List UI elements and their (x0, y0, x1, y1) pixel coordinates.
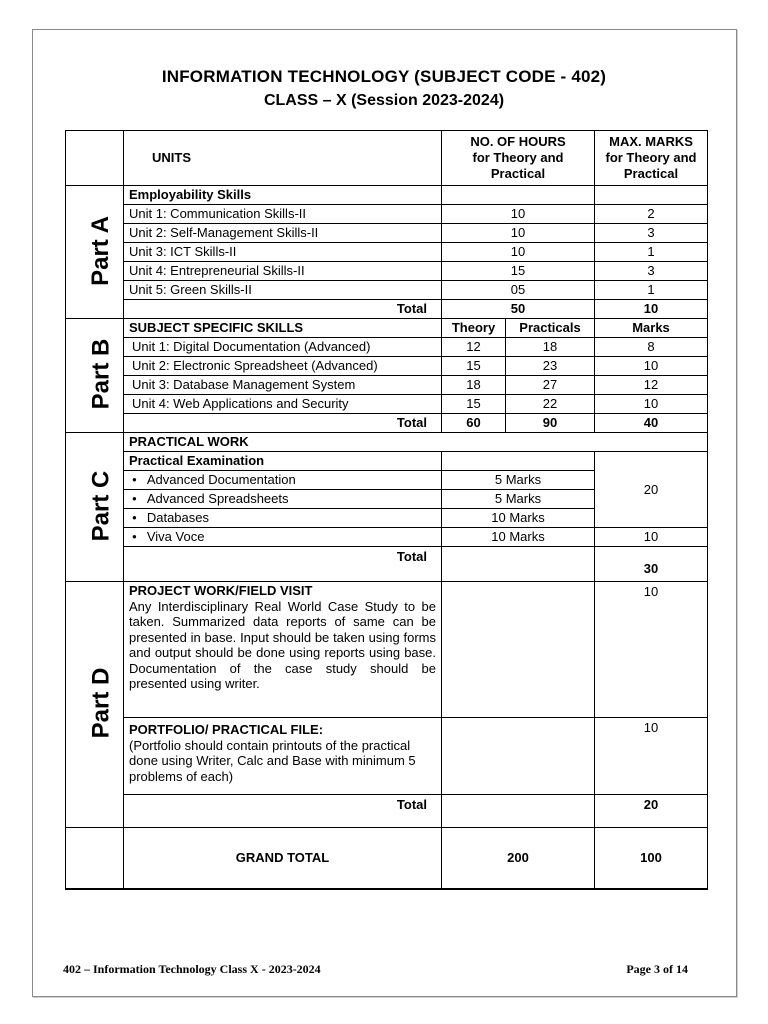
list-item: ● Advanced Documentation 5 Marks (66, 471, 708, 490)
header-hours: NO. OF HOURS for Theory and Practical (442, 131, 595, 186)
table-row: Unit 5: Green Skills-II 05 1 (66, 281, 708, 300)
portfolio-marks: 10 (595, 718, 708, 795)
list-item: ● Databases 10 Marks (66, 509, 708, 528)
part-a-label: Part A (66, 186, 124, 319)
project-heading: PROJECT WORK/FIELD VISIT (129, 583, 313, 598)
part-c-subheading: Practical Examination (124, 452, 442, 471)
part-c-subheading-row (66, 452, 708, 471)
footer-page-number: Page 3 of 14 (626, 962, 688, 976)
project-marks: 10 (595, 582, 708, 718)
part-b-total-row: Total 60 90 40 (66, 414, 708, 433)
part-a-heading-row (66, 186, 708, 205)
part-d-label: Part D (66, 582, 124, 828)
grand-total-label: GRAND TOTAL (124, 828, 442, 890)
part-a-total-row: Total 50 10 (66, 300, 708, 319)
part-b-heading-row: Part B SUBJECT SPECIFIC SKILLS Theory Practicals Marks (66, 319, 708, 338)
project-text: Any Interdisciplinary Real World Case Study to be taken. Summarized data reports of same can be presented in base. Input should be taken using forms and output should be done using reports using base. Documentation of the case study should be presented using writer. (129, 598, 436, 691)
bullet-icon (132, 472, 147, 487)
part-c-group-marks: 20 (595, 452, 708, 528)
header-blank (66, 131, 124, 186)
list-item: ● Advanced Spreadsheets 5 Marks (66, 490, 708, 509)
part-b-label: Part B (66, 319, 124, 433)
portfolio-text: (Portfolio should contain printouts of the practical done using Writer, Calc and Base with minimum 5 problems of each) (129, 737, 416, 784)
project-row (66, 582, 708, 718)
table-row: Unit 1: Digital Documentation (Advanced) 12 18 8 (66, 338, 708, 357)
grand-total-hours: 200 (442, 828, 595, 890)
list-item: ● Viva Voce 10 Marks 10 (66, 528, 708, 547)
page-subtitle: CLASS – X (Session 2023-2024) (263, 92, 505, 109)
header-units: UNITS (124, 131, 442, 186)
part-b-heading: SUBJECT SPECIFIC SKILLS (124, 319, 442, 338)
page-title: INFORMATION TECHNOLOGY (SUBJECT CODE - 402) (161, 67, 607, 86)
bullet-icon (132, 491, 147, 506)
table-row: Unit 3: Database Management System 18 27 12 (66, 376, 708, 395)
table-row: Unit 3: ICT Skills-II 10 1 (66, 243, 708, 262)
footer-left: 402 – Information Technology Class X - 2023-2024 (63, 962, 321, 976)
table-row: Unit 4: Web Applications and Security 15 22 10 (66, 395, 708, 414)
part-c-heading: PRACTICAL WORK (124, 433, 708, 452)
bullet-icon (132, 510, 147, 525)
table-row: Unit 2: Electronic Spreadsheet (Advanced) 15 23 10 (66, 357, 708, 376)
viva-marks: 10 (595, 528, 708, 547)
table-header-row (66, 131, 708, 186)
part-c-label: Part C (66, 433, 124, 582)
part-d-total-row: Total 20 (66, 795, 708, 828)
header-marks: MAX. MARKS for Theory and Practical (595, 131, 708, 186)
part-a-heading: Employability Skills (124, 186, 442, 205)
part-c-total-row: Total 30 (66, 547, 708, 582)
grand-total-row (66, 828, 708, 890)
syllabus-table (65, 130, 708, 890)
portfolio-heading: PORTFOLIO/ PRACTICAL FILE: (129, 722, 324, 737)
table-row: Unit 4: Entrepreneurial Skills-II 15 3 (66, 262, 708, 281)
grand-total-marks: 100 (595, 828, 708, 890)
part-c-heading-row (66, 433, 708, 452)
table-row: Unit 1: Communication Skills-II 10 2 (66, 205, 708, 224)
table-row: Unit 2: Self-Management Skills-II 10 3 (66, 224, 708, 243)
portfolio-row (66, 718, 708, 795)
bullet-icon (132, 529, 147, 544)
